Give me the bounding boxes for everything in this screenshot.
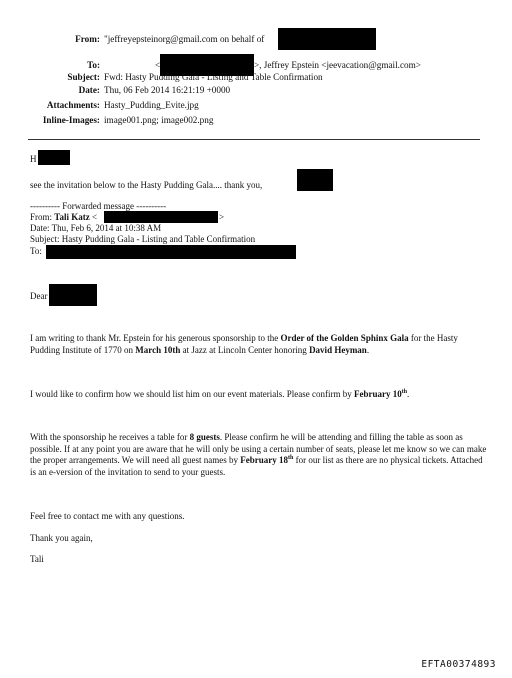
paragraph-contact: Feel free to contact me with any questions. (30, 511, 185, 521)
paragraph-thanks: Thank you again, (30, 533, 93, 543)
subject-label: Subject: (67, 72, 100, 82)
signature: Tali (30, 554, 44, 564)
inline-images-label: Inline-Images: (42, 115, 100, 125)
fwd-from-gt: > (219, 212, 225, 222)
paragraph-listing: I would like to confirm how we should list him on our event materials. Please confirm by February 10th. (30, 389, 410, 399)
from-label: From: (75, 34, 100, 44)
from-value: "jeffreyepsteinorg@gmail.com on behalf of (104, 34, 265, 44)
redaction-greeting (38, 150, 70, 165)
to-lt: < (155, 60, 161, 70)
redaction-intro (297, 169, 333, 191)
to-label: To: (87, 60, 100, 70)
fwd-subject: Subject: Hasty Pudding Gala - Listing and Table Confirmation (30, 234, 256, 244)
fwd-from-name: Tali Katz (54, 212, 90, 222)
intro-text: see the invitation below to the Hasty Pudding Gala.... thank you, (30, 180, 263, 190)
header-divider (28, 139, 480, 140)
redaction-from (278, 28, 376, 50)
attachments-label: Attachments: (46, 100, 100, 110)
fwd-to: To: (30, 246, 42, 256)
subject-value: Fwd: Hasty Pudding Gala - Listing and Table Confirmation (104, 72, 323, 82)
fwd-from-lt: < (91, 212, 98, 222)
bates-number: EFTA00374893 (421, 659, 496, 670)
paragraph-sponsorship: I am writing to thank Mr. Epstein for his generous sponsorship to the Order of the Golden Sphinx Gala for the Hasty Pudding Institute of 1770 on March 10th at Jazz at Lincoln Center honoring David Heyman. (30, 333, 458, 355)
redaction-fwd-to (46, 245, 296, 259)
inline-images-value: image001.png; image002.png (104, 115, 214, 125)
redaction-fwd-from (104, 211, 218, 223)
attachments-value: Hasty_Pudding_Evite.jpg (104, 100, 199, 110)
fwd-date: Date: Thu, Feb 6, 2014 at 10:38 AM (30, 223, 162, 233)
to-value: >, Jeffrey Epstein <jeevacation@gmail.com> (254, 60, 421, 70)
fwd-from-line (30, 212, 97, 224)
date-value: Thu, 06 Feb 2014 16:21:19 +0000 (104, 85, 231, 95)
paragraph-table: With the sponsorship he receives a table for 8 guests. Please confirm he will be attending and filling the table as soon as possible. If at any point you are aware that he will only be using a certain number of seats, please let me know so we can make the proper arrangements. We will need all guest names by February 18th for our list as there are no physical tickets. Attached is an e-version of the invitation to send to your guests. (30, 432, 487, 477)
forwarded-marker: ---------- Forwarded message ---------- (30, 201, 167, 211)
redaction-dear (49, 284, 97, 306)
fwd-from-label: From: (30, 212, 53, 222)
greeting: H (30, 154, 37, 164)
date-label: Date: (78, 85, 100, 95)
dear-line: Dear (30, 291, 48, 301)
